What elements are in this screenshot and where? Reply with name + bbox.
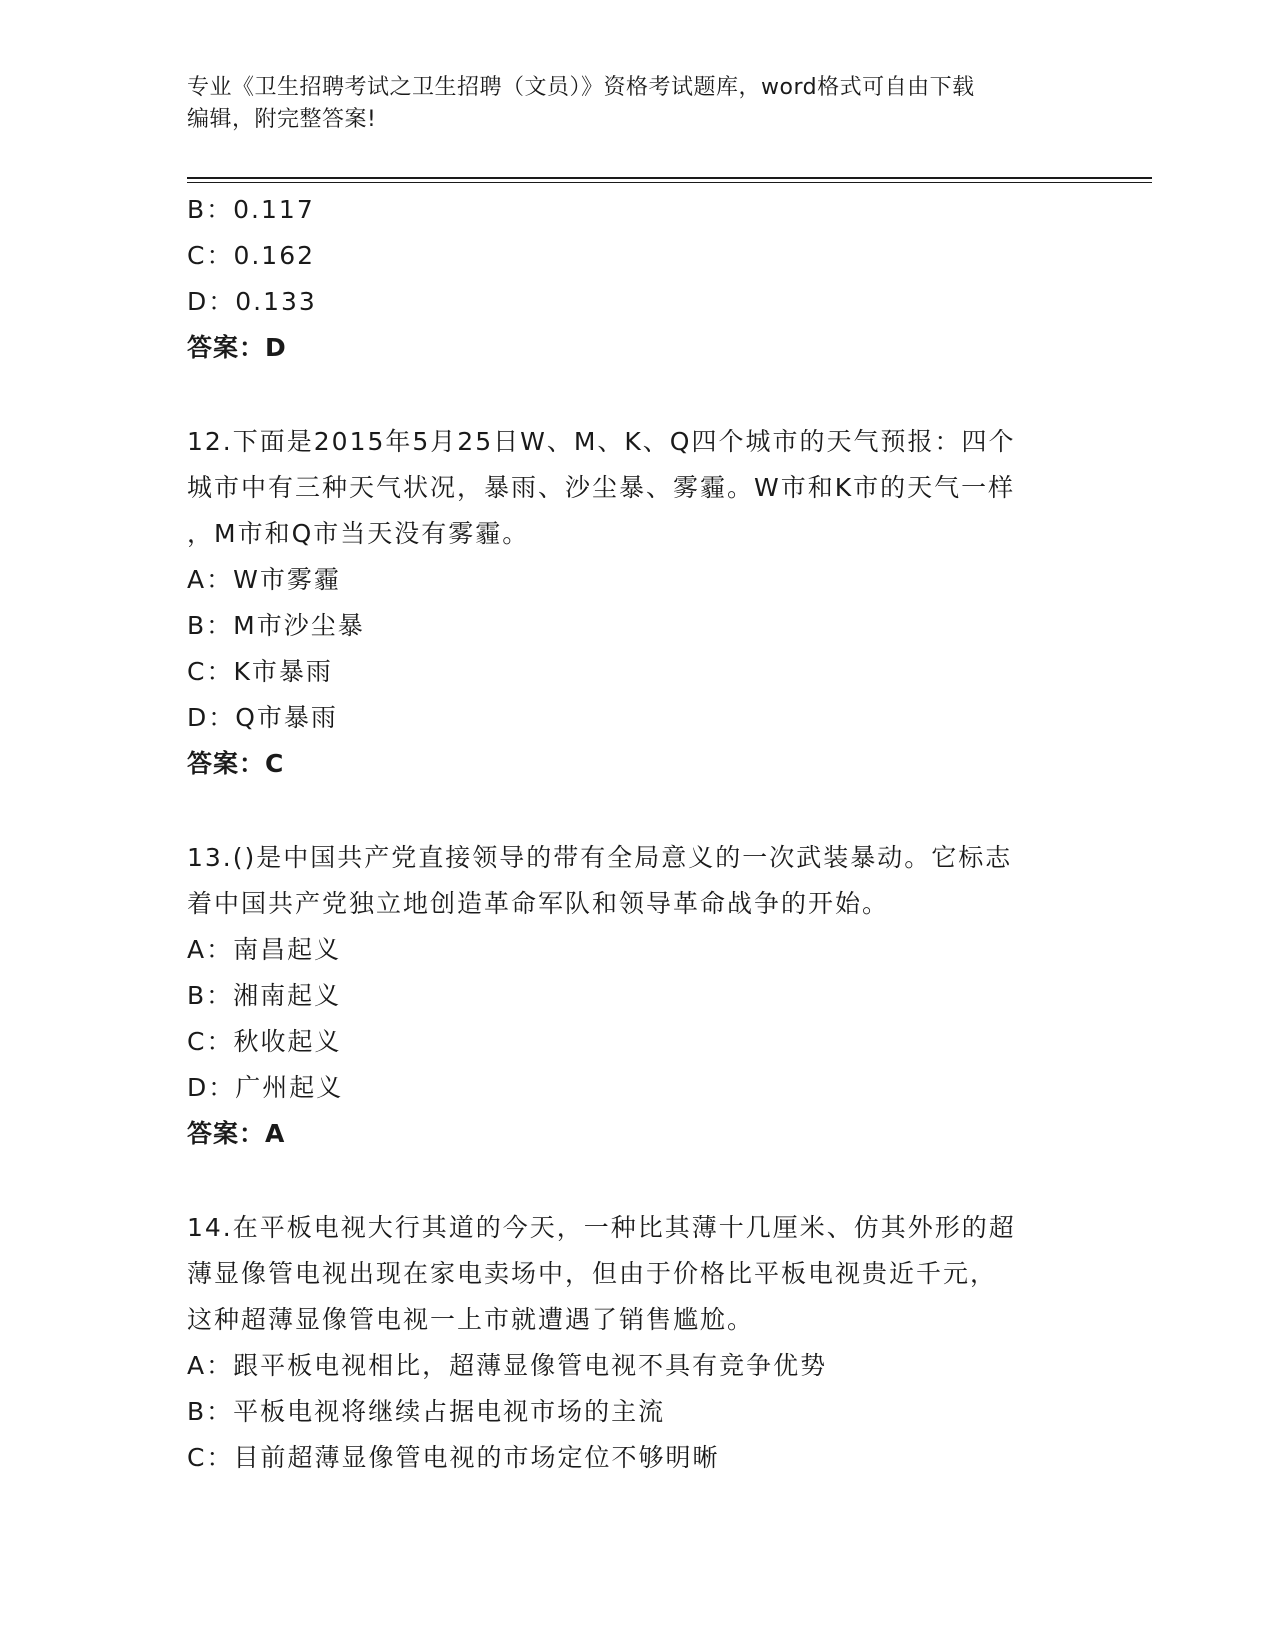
option-d: D：广州起义	[187, 1073, 344, 1102]
question-14	[187, 1205, 1087, 1481]
option-c: C：目前超薄显像管电视的市场定位不够明晰	[187, 1443, 720, 1472]
option-b: B：湘南起义	[187, 981, 342, 1010]
option-b: B：平板电视将继续占据电视市场的主流	[187, 1397, 666, 1426]
header-line-2: 编辑，附完整答案!	[187, 107, 377, 132]
question-text-line: 城市中有三种天气状况，暴雨、沙尘暴、雾霾。W市和K市的天气一样	[187, 473, 1016, 502]
question-12	[187, 419, 1087, 787]
option-b: B：M市沙尘暴	[187, 611, 365, 640]
question-text-line: 14.在平板电视大行其道的今天，一种比其薄十几厘米、仿其外形的超	[187, 1213, 1016, 1242]
question-text-line: 薄显像管电视出现在家电卖场中，但由于价格比平板电视贵近千元，	[187, 1259, 998, 1288]
question-13	[187, 835, 1087, 1157]
option-d: D：Q市暴雨	[187, 703, 338, 732]
document-body	[187, 187, 1087, 1481]
option-c: C：秋收起义	[187, 1027, 342, 1056]
option-c: C：K市暴雨	[187, 657, 333, 686]
question-text-line: 13.()是中国共产党直接领导的带有全局意义的一次武装暴动。它标志	[187, 843, 1013, 872]
prev-question-block	[187, 187, 1087, 371]
answer-line: 答案：A	[187, 1119, 286, 1148]
answer-line: 答案：C	[187, 749, 285, 778]
answer-line: 答案：D	[187, 333, 287, 362]
option-b: B：0.117	[187, 195, 315, 224]
header-line-1: 专业《卫生招聘考试之卫生招聘（文员）》资格考试题库，word格式可自由下载	[187, 75, 975, 100]
question-text-line: 这种超薄显像管电视一上市就遭遇了销售尴尬。	[187, 1305, 755, 1334]
header-divider-thick	[187, 177, 1152, 179]
option-d: D：0.133	[187, 287, 317, 316]
question-text-line: 着中国共产党独立地创造革命军队和领导革命战争的开始。	[187, 889, 890, 918]
option-a: A：W市雾霾	[187, 565, 341, 594]
question-text-line: ，M市和Q市当天没有雾霾。	[187, 519, 530, 548]
option-c: C：0.162	[187, 241, 316, 270]
question-text-line: 12.下面是2015年5月25日W、M、K、Q四个城市的天气预报：四个	[187, 427, 1016, 456]
header-divider-thin	[187, 182, 1152, 183]
page-header	[187, 72, 1087, 136]
option-a: A：跟平板电视相比，超薄显像管电视不具有竞争优势	[187, 1351, 828, 1380]
option-a: A：南昌起义	[187, 935, 342, 964]
